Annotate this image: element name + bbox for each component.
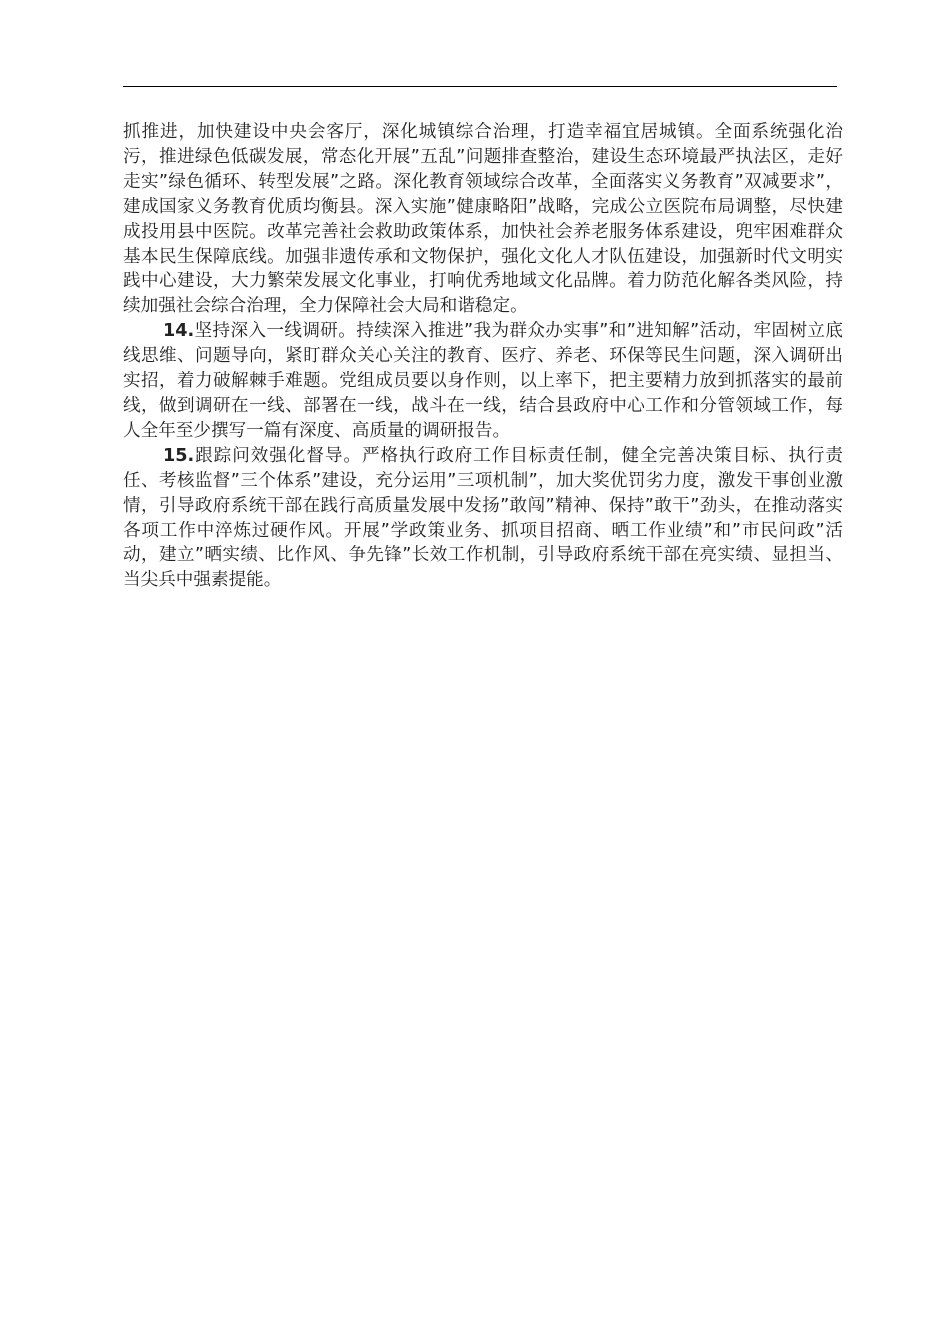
paragraph-14 xyxy=(123,319,843,444)
paragraph-15 xyxy=(123,444,843,593)
paragraph-text: 坚持深入一线调研。持续深入推进”我为群众办实事”和”进知解”活动，牢固树立底线思维、问题导向，紧盯群众关心关注的教育、医疗、养老、环保等民生问题，深入调研出实招，着力破解棘手难题。党组成员要以身作则，以上率下，把主要精力放到抓落实的最前线，做到调研在一线、部署在一线，战斗在一线，结合县政府中心工作和分管领域工作，每人全年至少撰写一篇有深度、高质量的调研报告。 xyxy=(123,321,843,441)
paragraph-number: 14. xyxy=(163,321,195,342)
paragraph-text: 跟踪问效强化督导。严格执行政府工作目标责任制，健全完善决策目标、执行责任、考核监督”三个体系”建设，充分运用”三项机制”，加大奖优罚劣力度，激发干事创业激情，引导政府系统干部在践行高质量发展中发扬”敢闯”精神、保持”敢干”劲头，在推动落实各项工作中淬炼过硬作风。开展”学政策业务、抓项目招商、晒工作业绩”和”市民问政”活动，建立”晒实绩、比作风、争先锋”长效工作机制，引导政府系统干部在亮实绩、显担当、当尖兵中强素提能。 xyxy=(123,445,843,591)
paragraph-continuation xyxy=(123,120,843,319)
paragraph-number: 15. xyxy=(163,445,195,466)
paragraph-text: 抓推进，加快建设中央会客厅，深化城镇综合治理，打造幸福宜居城镇。全面系统强化治污，推进绿色低碳发展，常态化开展”五乱”问题排查整治，建设生态环境最严执法区，走好走实”绿色循环、转型发展”之路。深化教育领域综合改革，全面落实义务教育”双减要求”，建成国家义务教育优质均衡县。深入实施”健康略阳”战略，完成公立医院布局调整，尽快建成投用县中医院。改革完善社会救助政策体系，加快社会养老服务体系建设，兜牢困难群众基本民生保障底线。加强非遗传承和文物保护，强化文化人才队伍建设，加强新时代文明实践中心建设，大力繁荣发展文化事业，打响优秀地域文化品牌。着力防范化解各类风险，持续加强社会综合治理，全力保障社会大局和谐稳定。 xyxy=(123,122,843,317)
header-rule xyxy=(123,86,837,87)
document-body xyxy=(123,120,843,593)
